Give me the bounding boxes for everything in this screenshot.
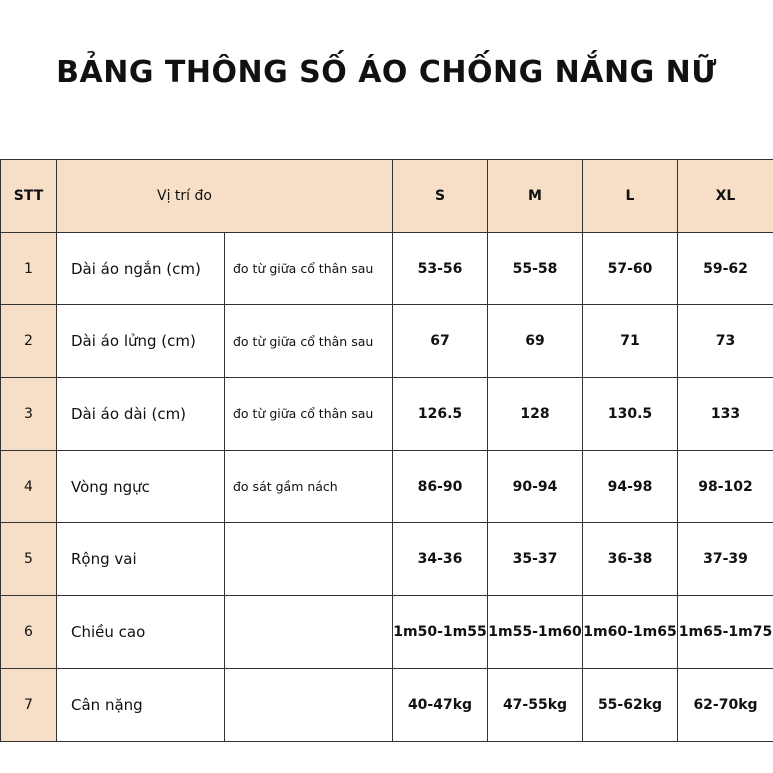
measurement-name: Dài áo dài (cm) (57, 378, 225, 451)
value-s: 86-90 (393, 450, 488, 523)
value-s: 40-47kg (393, 668, 488, 741)
value-xl: 1m65-1m75 (678, 596, 773, 669)
value-s: 53-56 (393, 232, 488, 305)
value-s: 1m50-1m55 (393, 596, 488, 669)
value-l: 71 (583, 305, 678, 378)
value-m: 69 (488, 305, 583, 378)
table-row (1, 232, 773, 305)
header-stt: STT (1, 160, 57, 233)
size-chart-table (0, 159, 773, 742)
row-number: 1 (1, 232, 57, 305)
measurement-method: đo từ giữa cổ thân sau (225, 232, 393, 305)
measurement-method: đo từ giữa cổ thân sau (225, 378, 393, 451)
header-position: Vị trí đo (57, 160, 393, 233)
row-number: 2 (1, 305, 57, 378)
row-number: 4 (1, 450, 57, 523)
row-number: 5 (1, 523, 57, 596)
table-row (1, 668, 773, 741)
value-xl: 133 (678, 378, 773, 451)
value-m: 47-55kg (488, 668, 583, 741)
value-m: 128 (488, 378, 583, 451)
row-number: 6 (1, 596, 57, 669)
row-number: 3 (1, 378, 57, 451)
header-size-m: M (488, 160, 583, 233)
measurement-method (225, 668, 393, 741)
table-header-row (1, 160, 773, 233)
table-row (1, 450, 773, 523)
value-xl: 98-102 (678, 450, 773, 523)
measurement-name: Dài áo lửng (cm) (57, 305, 225, 378)
page-title: BẢNG THÔNG SỐ ÁO CHỐNG NẮNG NỮ (56, 55, 717, 90)
measurement-method (225, 596, 393, 669)
value-m: 35-37 (488, 523, 583, 596)
value-s: 67 (393, 305, 488, 378)
value-m: 1m55-1m60 (488, 596, 583, 669)
table-row (1, 596, 773, 669)
measurement-name: Vòng ngực (57, 450, 225, 523)
measurement-name: Chiều cao (57, 596, 225, 669)
value-l: 1m60-1m65 (583, 596, 678, 669)
measurement-method: đo từ giữa cổ thân sau (225, 305, 393, 378)
value-m: 90-94 (488, 450, 583, 523)
measurement-name: Rộng vai (57, 523, 225, 596)
table-row (1, 305, 773, 378)
value-l: 36-38 (583, 523, 678, 596)
value-s: 34-36 (393, 523, 488, 596)
value-l: 94-98 (583, 450, 678, 523)
value-xl: 37-39 (678, 523, 773, 596)
header-size-xl: XL (678, 160, 773, 233)
table-row (1, 378, 773, 451)
value-l: 57-60 (583, 232, 678, 305)
header-size-s: S (393, 160, 488, 233)
value-xl: 59-62 (678, 232, 773, 305)
value-l: 55-62kg (583, 668, 678, 741)
measurement-name: Cân nặng (57, 668, 225, 741)
header-size-l: L (583, 160, 678, 233)
value-s: 126.5 (393, 378, 488, 451)
row-number: 7 (1, 668, 57, 741)
value-m: 55-58 (488, 232, 583, 305)
value-xl: 73 (678, 305, 773, 378)
table-row (1, 523, 773, 596)
measurement-method (225, 523, 393, 596)
value-xl: 62-70kg (678, 668, 773, 741)
measurement-name: Dài áo ngắn (cm) (57, 232, 225, 305)
value-l: 130.5 (583, 378, 678, 451)
measurement-method: đo sát gầm nách (225, 450, 393, 523)
